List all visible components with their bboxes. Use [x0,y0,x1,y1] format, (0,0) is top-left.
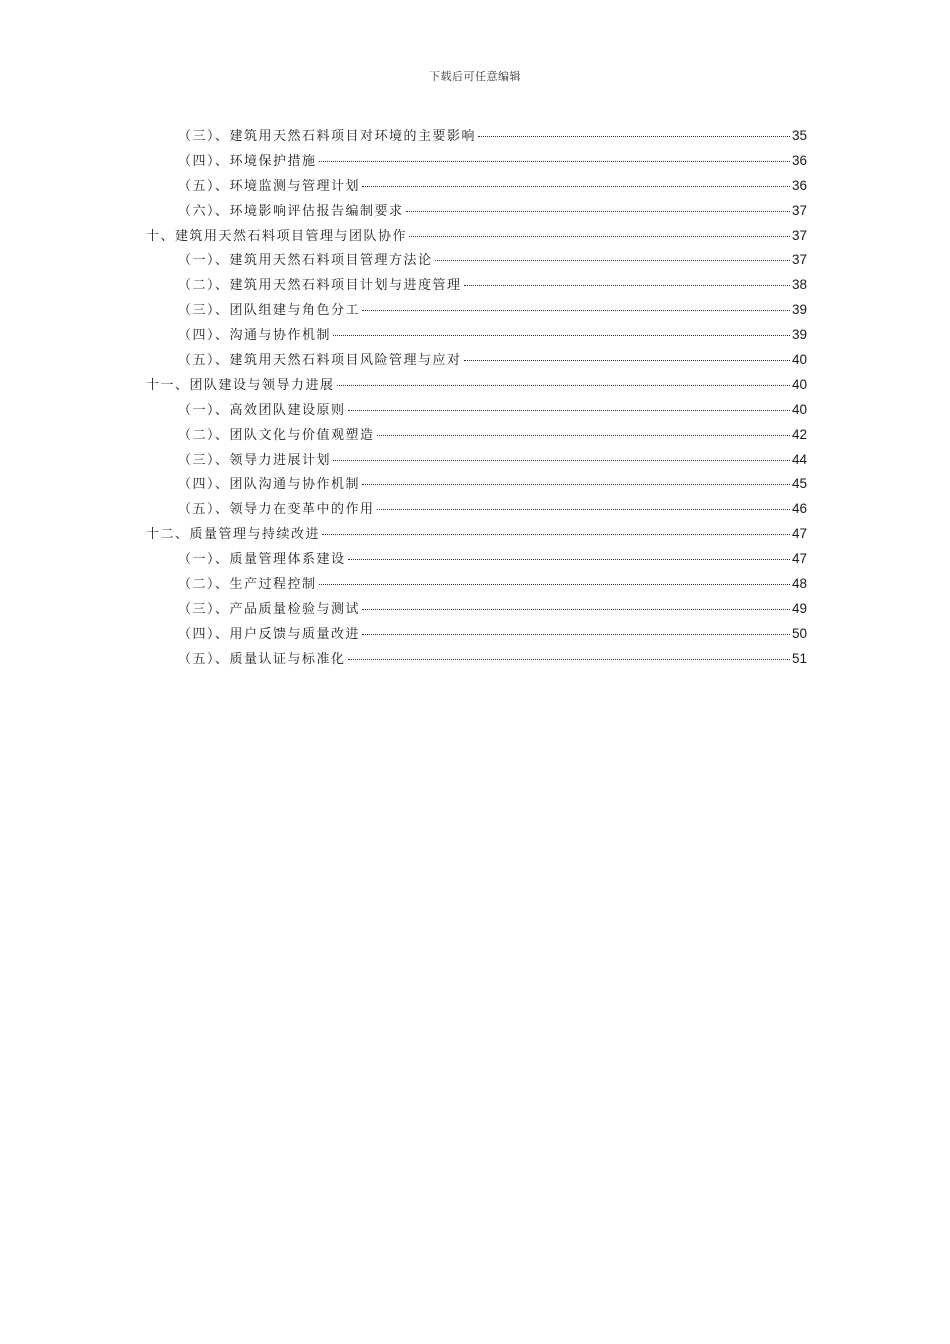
toc-section-entry[interactable] [146,200,807,225]
toc-entry-title: （一）、质量管理体系建设 [178,552,346,568]
toc-page-number: 48 [791,576,807,592]
toc-entry-title: （三）、产品质量检验与测试 [178,601,361,617]
toc-dot-leader [406,211,790,212]
toc-page-number: 36 [791,152,807,168]
toc-section-entry[interactable] [146,324,807,349]
toc-dot-leader [322,534,790,535]
toc-dot-leader [337,385,790,386]
toc-section-entry[interactable] [146,399,807,424]
toc-page-number: 45 [791,476,807,492]
toc-page-number: 37 [791,227,807,243]
toc-page-number: 38 [791,277,807,293]
toc-entry-title: （二）、团队文化与价值观塑造 [178,427,375,443]
toc-chapter-entry[interactable] [146,374,807,399]
toc-section-entry[interactable] [146,150,807,175]
toc-page-number: 46 [791,501,807,517]
toc-section-entry[interactable] [146,473,807,498]
toc-page-number: 49 [791,600,807,616]
toc-entry-title: （六）、环境影响评估报告编制要求 [178,203,404,219]
toc-dot-leader [348,659,790,660]
toc-entry-title: （五）、领导力在变革中的作用 [178,502,375,518]
toc-page-number: 37 [791,202,807,218]
toc-entry-title: （二）、建筑用天然石料项目计划与进度管理 [178,278,462,294]
toc-page-number: 40 [791,401,807,417]
toc-dot-leader [464,285,790,286]
toc-dot-leader [333,460,790,461]
toc-dot-leader [319,584,790,585]
toc-page-number: 39 [791,302,807,318]
toc-dot-leader [362,186,790,187]
toc-page-number: 40 [791,376,807,392]
toc-page-number: 47 [791,551,807,567]
toc-section-entry[interactable] [146,498,807,523]
toc-section-entry[interactable] [146,349,807,374]
toc-entry-title: （四）、用户反馈与质量改进 [178,626,361,642]
toc-chapter-entry[interactable] [146,225,807,250]
toc-page-number: 50 [791,625,807,641]
toc-entry-title: （二）、生产过程控制 [178,577,317,593]
toc-section-entry[interactable] [146,623,807,648]
toc-entry-title: （一）、高效团队建设原则 [178,402,346,418]
toc-page-number: 44 [791,451,807,467]
toc-section-entry[interactable] [146,175,807,200]
toc-page-number: 37 [791,252,807,268]
toc-section-entry[interactable] [146,598,807,623]
toc-entry-title: （四）、环境保护措施 [178,153,317,169]
toc-dot-leader [362,484,790,485]
toc-entry-title: （三）、建筑用天然石料项目对环境的主要影响 [178,129,477,144]
toc-entry-title: （五）、质量认证与标准化 [178,651,346,667]
toc-section-entry[interactable] [146,424,807,449]
toc-dot-leader [362,609,790,610]
toc-dot-leader [362,634,790,635]
toc-page-number: 36 [791,177,807,193]
toc-entry-title: 十、建筑用天然石料项目管理与团队协作 [146,228,408,244]
toc-dot-leader [348,410,790,411]
toc-page-number: 51 [791,650,807,666]
toc-entry-title: （四）、沟通与协作机制 [178,328,332,344]
page-header: 下载后可任意编辑 [429,70,521,83]
table-of-contents [146,125,807,673]
toc-section-entry[interactable] [146,274,807,299]
toc-page-number: 47 [791,526,807,542]
toc-dot-leader [348,559,790,560]
toc-chapter-entry[interactable] [146,523,807,548]
toc-section-entry[interactable] [146,548,807,573]
toc-dot-leader [409,236,790,237]
toc-entry-title: （三）、领导力进展计划 [178,452,332,468]
toc-entry-title: （四）、团队沟通与协作机制 [178,477,361,493]
toc-section-entry[interactable] [146,299,807,324]
toc-section-entry[interactable] [146,449,807,474]
toc-section-entry[interactable] [146,125,807,150]
toc-section-entry[interactable] [146,249,807,274]
toc-entry-title: 十二、质量管理与持续改进 [146,527,321,543]
toc-dot-leader [319,161,790,162]
toc-entry-title: 十一、团队建设与领导力进展 [146,377,335,393]
toc-page-number: 35 [791,128,807,143]
toc-page-number: 40 [791,352,807,368]
toc-entry-title: （五）、环境监测与管理计划 [178,178,361,194]
toc-section-entry[interactable] [146,648,807,673]
toc-page-number: 42 [791,426,807,442]
toc-page-number: 39 [791,327,807,343]
toc-entry-title: （一）、建筑用天然石料项目管理方法论 [178,253,433,269]
toc-dot-leader [377,509,790,510]
toc-entry-title: （五）、建筑用天然石料项目风险管理与应对 [178,353,462,369]
toc-dot-leader [478,136,790,137]
toc-dot-leader [362,310,790,311]
toc-dot-leader [464,360,790,361]
toc-dot-leader [333,335,790,336]
toc-entry-title: （三）、团队组建与角色分工 [178,303,361,319]
toc-dot-leader [377,435,790,436]
toc-section-entry[interactable] [146,573,807,598]
toc-dot-leader [435,260,790,261]
